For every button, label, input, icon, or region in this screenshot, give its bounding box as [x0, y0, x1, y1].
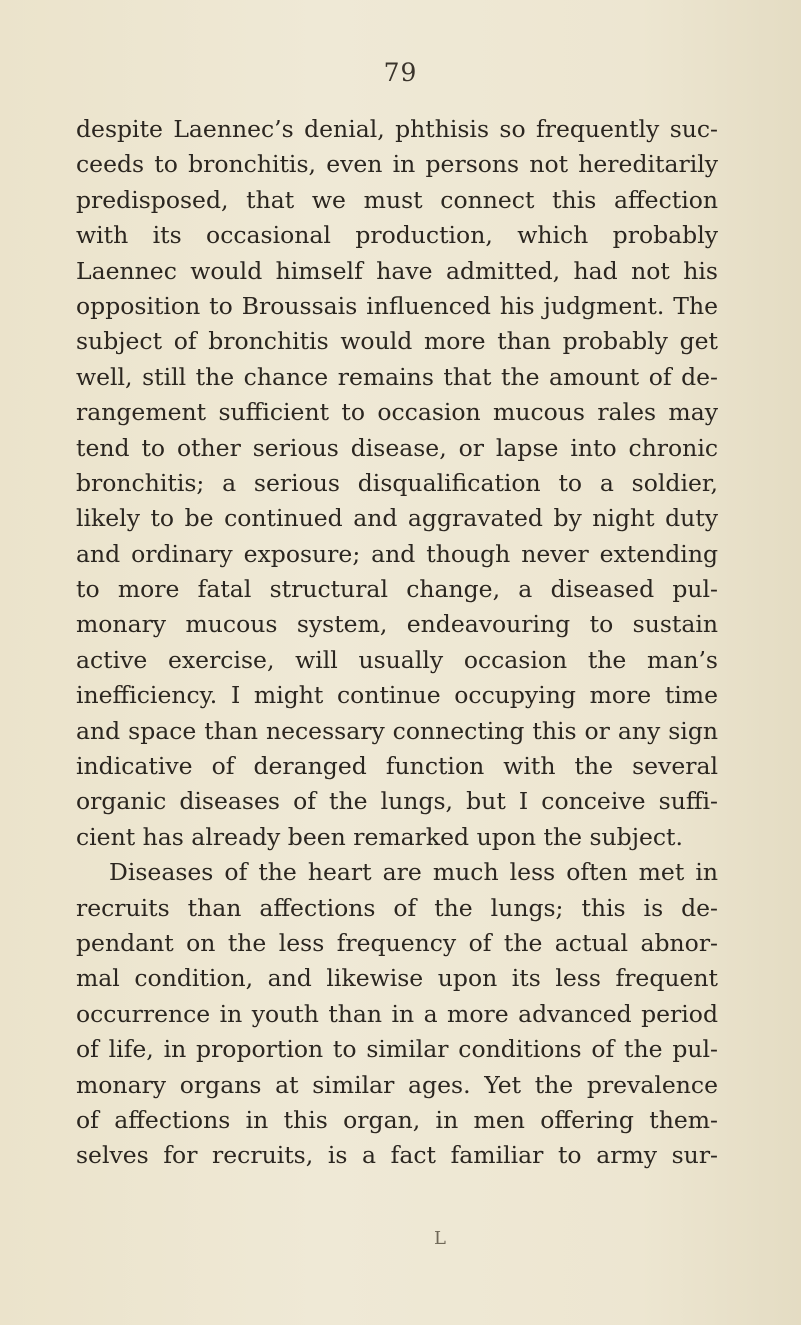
body-text: [76, 112, 718, 1174]
text-line: organic diseases of the lungs, but I conceive suffi-: [76, 787, 718, 816]
text-line: recruits than affections of the lungs; this is de-: [76, 893, 718, 922]
text-line: cient has already been remarked upon the subject.: [76, 822, 683, 851]
text-line: and ordinary exposure; and though never extending: [76, 539, 718, 568]
text-line: opposition to Broussais influenced his judgment. The: [76, 291, 718, 320]
text-line: to more fatal structural change, a diseased pul-: [76, 575, 718, 604]
text-line: of life, in proportion to similar conditions of the pul-: [76, 1035, 718, 1064]
text-line: of affections in this organ, in men offering them-: [76, 1105, 718, 1134]
text-line: selves for recruits, is a fact familiar to army sur-: [76, 1141, 718, 1170]
text-line: with its occasional production, which probably: [76, 221, 718, 250]
text-line: subject of bronchitis would more than probably get: [76, 327, 718, 356]
text-line: despite Laennec’s denial, phthisis so frequently suc-: [76, 115, 718, 143]
text-line: tend to other serious disease, or lapse into chronic: [76, 433, 718, 462]
text-line: indicative of deranged function with the several: [76, 752, 718, 781]
text-line: active exercise, will usually occasion the man’s: [76, 645, 718, 674]
text-line-paragraph-start: Diseases of the heart are much less often met in: [109, 858, 718, 887]
text-line: well, still the chance remains that the amount of de-: [76, 362, 718, 391]
text-line: ceeds to bronchitis, even in persons not hereditarily: [76, 150, 718, 179]
text-line: rangement sufficient to occasion mucous rales may: [76, 398, 718, 427]
text-line: and space than necessary connecting this or any sign: [76, 716, 718, 745]
signature-mark: L: [434, 1228, 446, 1249]
text-line: occurrence in youth than in a more advanced period: [76, 999, 718, 1028]
text-line: bronchitis; a serious disqualification to a soldier,: [76, 468, 718, 497]
text-line: likely to be continued and aggravated by night duty: [76, 504, 718, 533]
text-line: mal condition, and likewise upon its less frequent: [76, 964, 718, 993]
text-line: pendant on the less frequency of the actual abnor-: [76, 928, 718, 957]
text-line: predisposed, that we must connect this affection: [76, 185, 718, 214]
text-line: monary mucous system, endeavouring to sustain: [76, 610, 718, 639]
text-line: monary organs at similar ages. Yet the prevalence: [76, 1070, 718, 1099]
text-line: inefficiency. I might continue occupying more time: [76, 681, 718, 710]
text-line: Laennec would himself have admitted, had not his: [76, 256, 718, 285]
page-number: 79: [383, 58, 418, 87]
